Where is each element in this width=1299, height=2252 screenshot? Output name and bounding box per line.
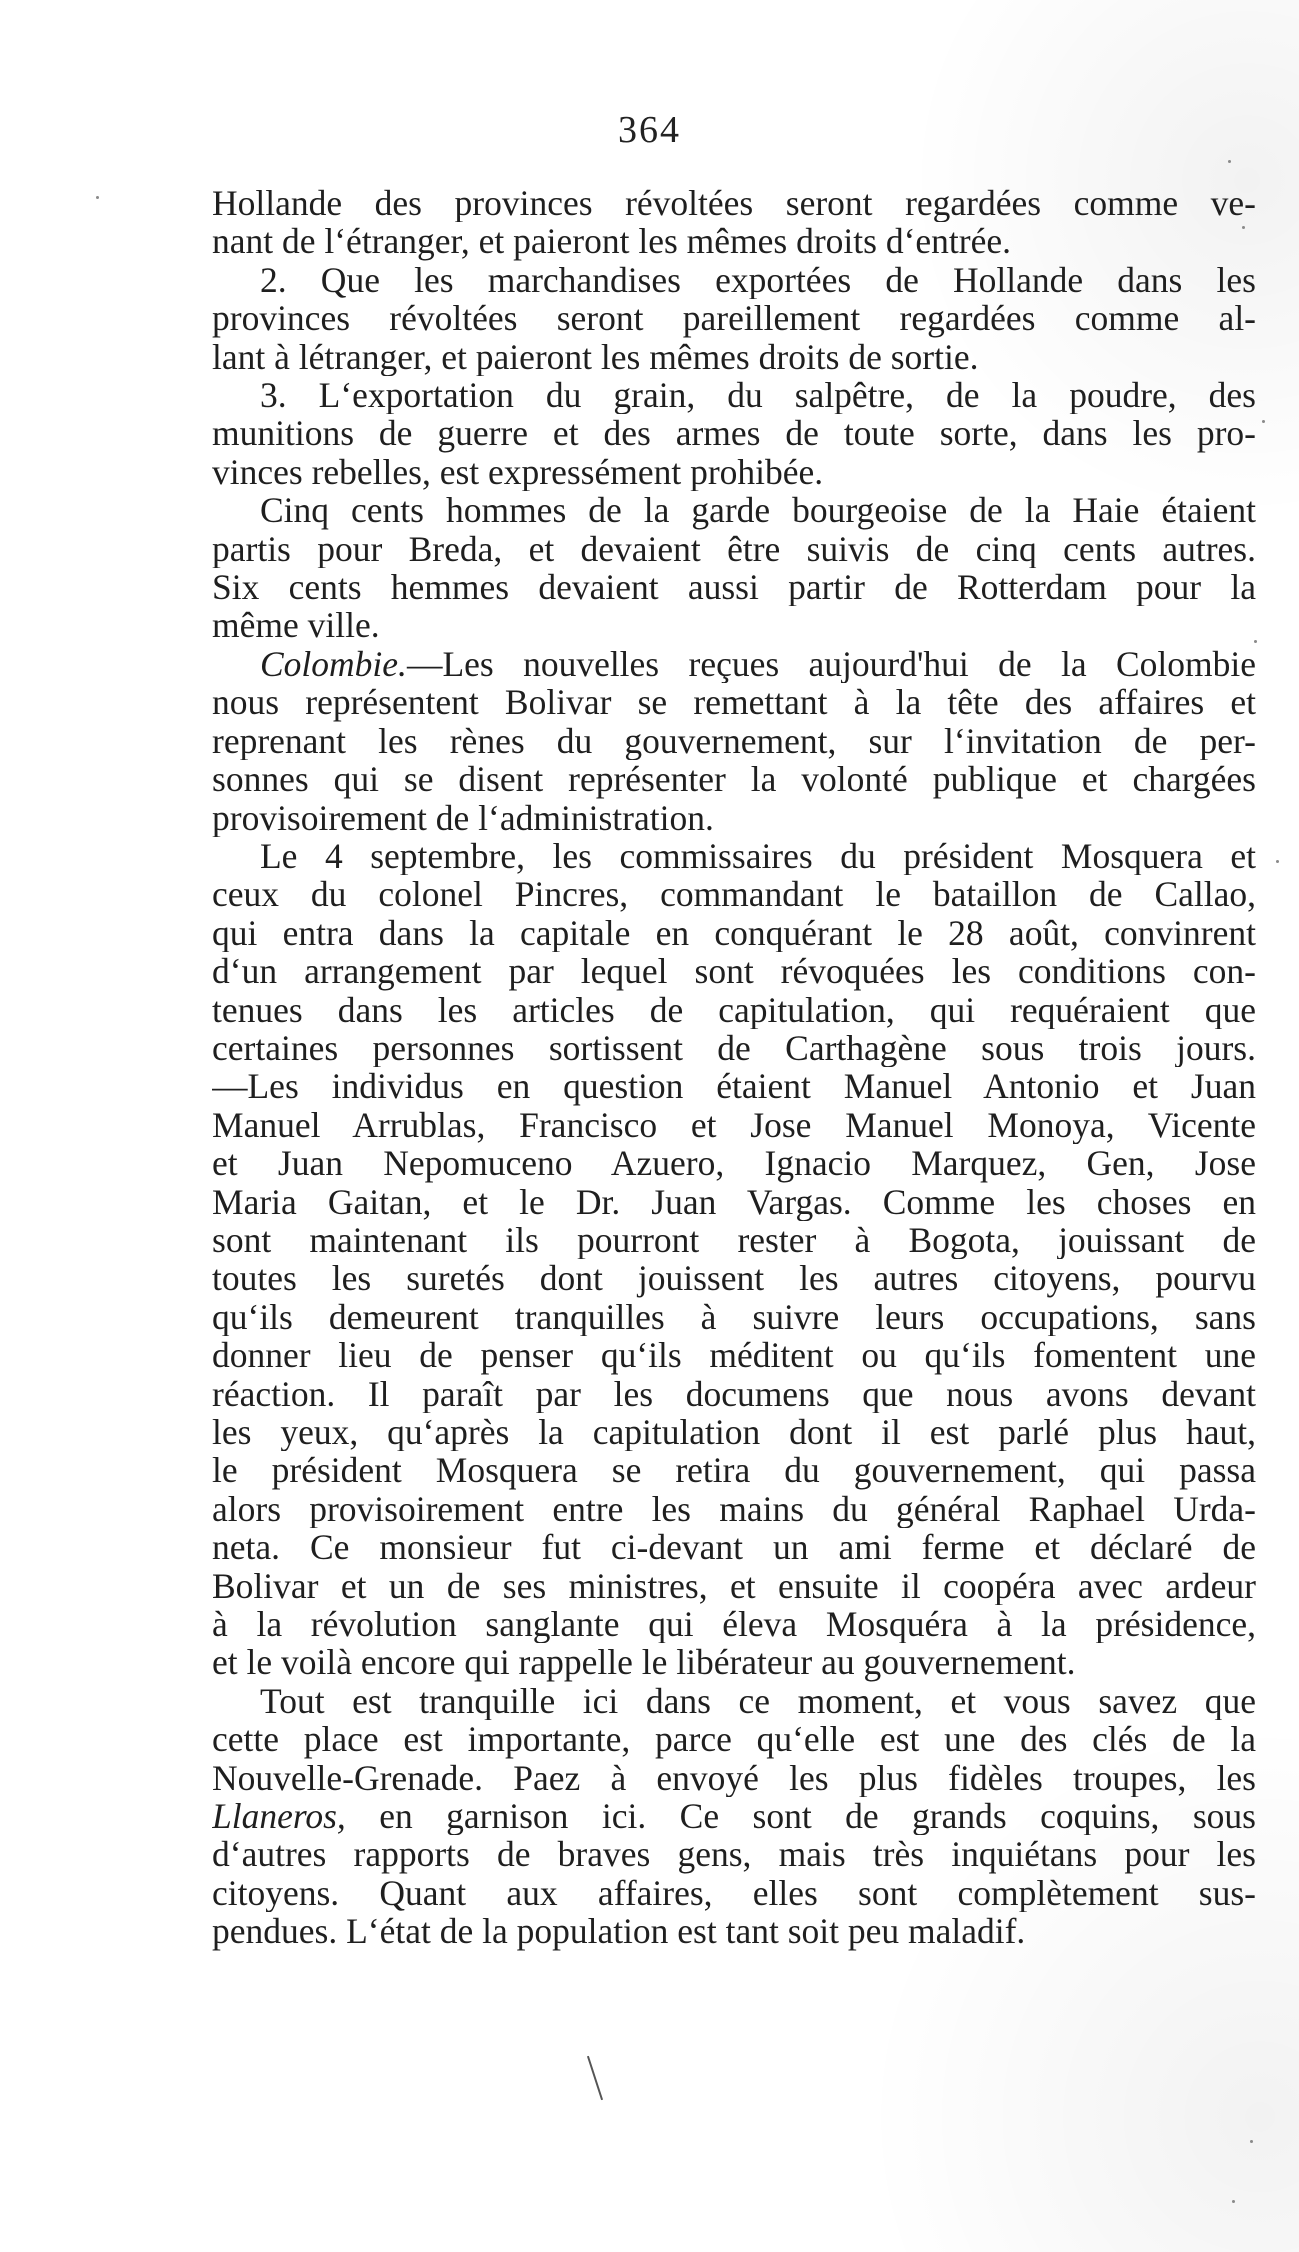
text-line: partis pour Breda, et devaient être suivis de cinq cents autres. [212, 529, 1256, 569]
text-line: même ville. [212, 606, 380, 645]
text-line: —Les individus en question étaient Manuel Antonio et Juan [212, 1067, 1256, 1106]
text-line: Hollande des provinces révoltées seront regardées comme ve- [212, 184, 1256, 223]
text-line: Colombie.—Les nouvelles reçues aujourd'hui de la Colombie [260, 644, 1256, 684]
text-line: donner lieu de penser qu‘ils méditent ou qu‘ils fomentent une [212, 1336, 1256, 1375]
text-line: et le voilà encore qui rappelle le libérateur au gouvernement. [212, 1643, 1076, 1682]
text-line: le président Mosquera se retira du gouvernement, qui passa [212, 1451, 1256, 1490]
text-line: reprenant les rènes du gouvernement, sur l‘invitation de per- [212, 721, 1256, 761]
text-line: à la révolution sanglante qui éleva Mosquéra à la présidence, [212, 1605, 1256, 1644]
text-line: tenues dans les articles de capitulation, qui requéraient que [212, 990, 1256, 1029]
text-line: sonnes qui se disent représenter la volonté publique et chargées [212, 760, 1256, 799]
page-number: 364 [618, 109, 681, 151]
scan-speck [1242, 226, 1245, 229]
text-line: toutes les suretés dont jouissent les autres citoyens, pourvu [212, 1259, 1256, 1298]
text-line: Six cents hemmes devaient aussi partir de Rotterdam pour la [212, 568, 1256, 607]
scan-speck [1254, 640, 1257, 643]
text-line: munitions de guerre et des armes de toute sorte, dans les pro- [212, 414, 1256, 453]
italic-term: Llaneros, [212, 1797, 346, 1836]
text-line: Manuel Arrublas, Francisco et Jose Manuel Monoya, Vicente [212, 1105, 1256, 1145]
text-line: cette place est importante, parce qu‘elle est une des clés de la [212, 1720, 1256, 1759]
text-line: certaines personnes sortissent de Carthagène sous trois jours. [212, 1028, 1256, 1068]
text-line: Tout est tranquille ici dans ce moment, et vous savez que [260, 1681, 1256, 1721]
ink-stroke [587, 2056, 603, 2100]
scan-speck [1262, 420, 1265, 423]
text-line: Le 4 septembre, les commissaires du président Mosquera et [260, 836, 1256, 876]
text-line: provisoirement de l‘administration. [212, 798, 714, 837]
text-line: citoyens. Quant aux affaires, elles sont complètement sus- [212, 1873, 1256, 1913]
article-body [212, 184, 1256, 1951]
scan-speck [1232, 2200, 1235, 2203]
text-line: alors provisoirement entre les mains du général Raphael Urda- [212, 1489, 1256, 1529]
text-line: Llaneros, en garnison ici. Ce sont de grands coquins, sous [212, 1797, 1256, 1836]
text-line: réaction. Il paraît par les documens que nous avons devant [212, 1374, 1256, 1413]
scan-speck [96, 196, 99, 199]
text-line: nous représentent Bolivar se remettant à la tête des affaires et [212, 683, 1256, 722]
scan-speck [1250, 2140, 1253, 2143]
text-line: 2. Que les marchandises exportées de Hollande dans les [260, 260, 1256, 300]
text-line: sont maintenant ils pourront rester à Bogota, jouissant de [212, 1220, 1256, 1260]
text-line: pendues. L‘état de la population est tant soit peu maladif. [212, 1912, 1026, 1951]
text-line: Maria Gaitan, et le Dr. Juan Vargas. Comme les choses en [212, 1182, 1256, 1221]
text-line: d‘autres rapports de braves gens, mais très inquiétans pour les [212, 1835, 1256, 1874]
text-line: nant de l‘étranger, et paieront les mêmes droits d‘entrée. [212, 222, 1011, 261]
text-line: qui entra dans la capitale en conquérant le 28 août, convinrent [212, 913, 1256, 953]
text-line: qu‘ils demeurent tranquilles à suivre leurs occupations, sans [212, 1297, 1256, 1337]
italic-term: Colombie. [260, 644, 407, 684]
text-line: 3. L‘exportation du grain, du salpêtre, de la poudre, des [260, 376, 1256, 415]
scan-speck [1228, 160, 1231, 163]
text-line: d‘un arrangement par lequel sont révoquées les conditions con- [212, 952, 1256, 991]
text-line: Bolivar et un de ses ministres, et ensuite il coopéra avec ardeur [212, 1566, 1256, 1606]
text-line: ceux du colonel Pincres, commandant le bataillon de Callao, [212, 875, 1256, 914]
text-line: vinces rebelles, est expressément prohibée. [212, 452, 824, 492]
text-line: provinces révoltées seront pareillement regardées comme al- [212, 299, 1256, 338]
text-line: Nouvelle-Grenade. Paez à envoyé les plus fidèles troupes, les [212, 1758, 1256, 1798]
text-line: lant à létranger, et paieront les mêmes droits de sortie. [212, 337, 979, 377]
text-line: neta. Ce monsieur fut ci-devant un ami ferme et déclaré de [212, 1528, 1256, 1567]
scan-speck [1276, 860, 1279, 863]
text-line: les yeux, qu‘après la capitulation dont il est parlé plus haut, [212, 1413, 1256, 1452]
text-line: et Juan Nepomuceno Azuero, Ignacio Marquez, Gen, Jose [212, 1144, 1256, 1183]
text-line: Cinq cents hommes de la garde bourgeoise de la Haie étaient [260, 491, 1256, 530]
